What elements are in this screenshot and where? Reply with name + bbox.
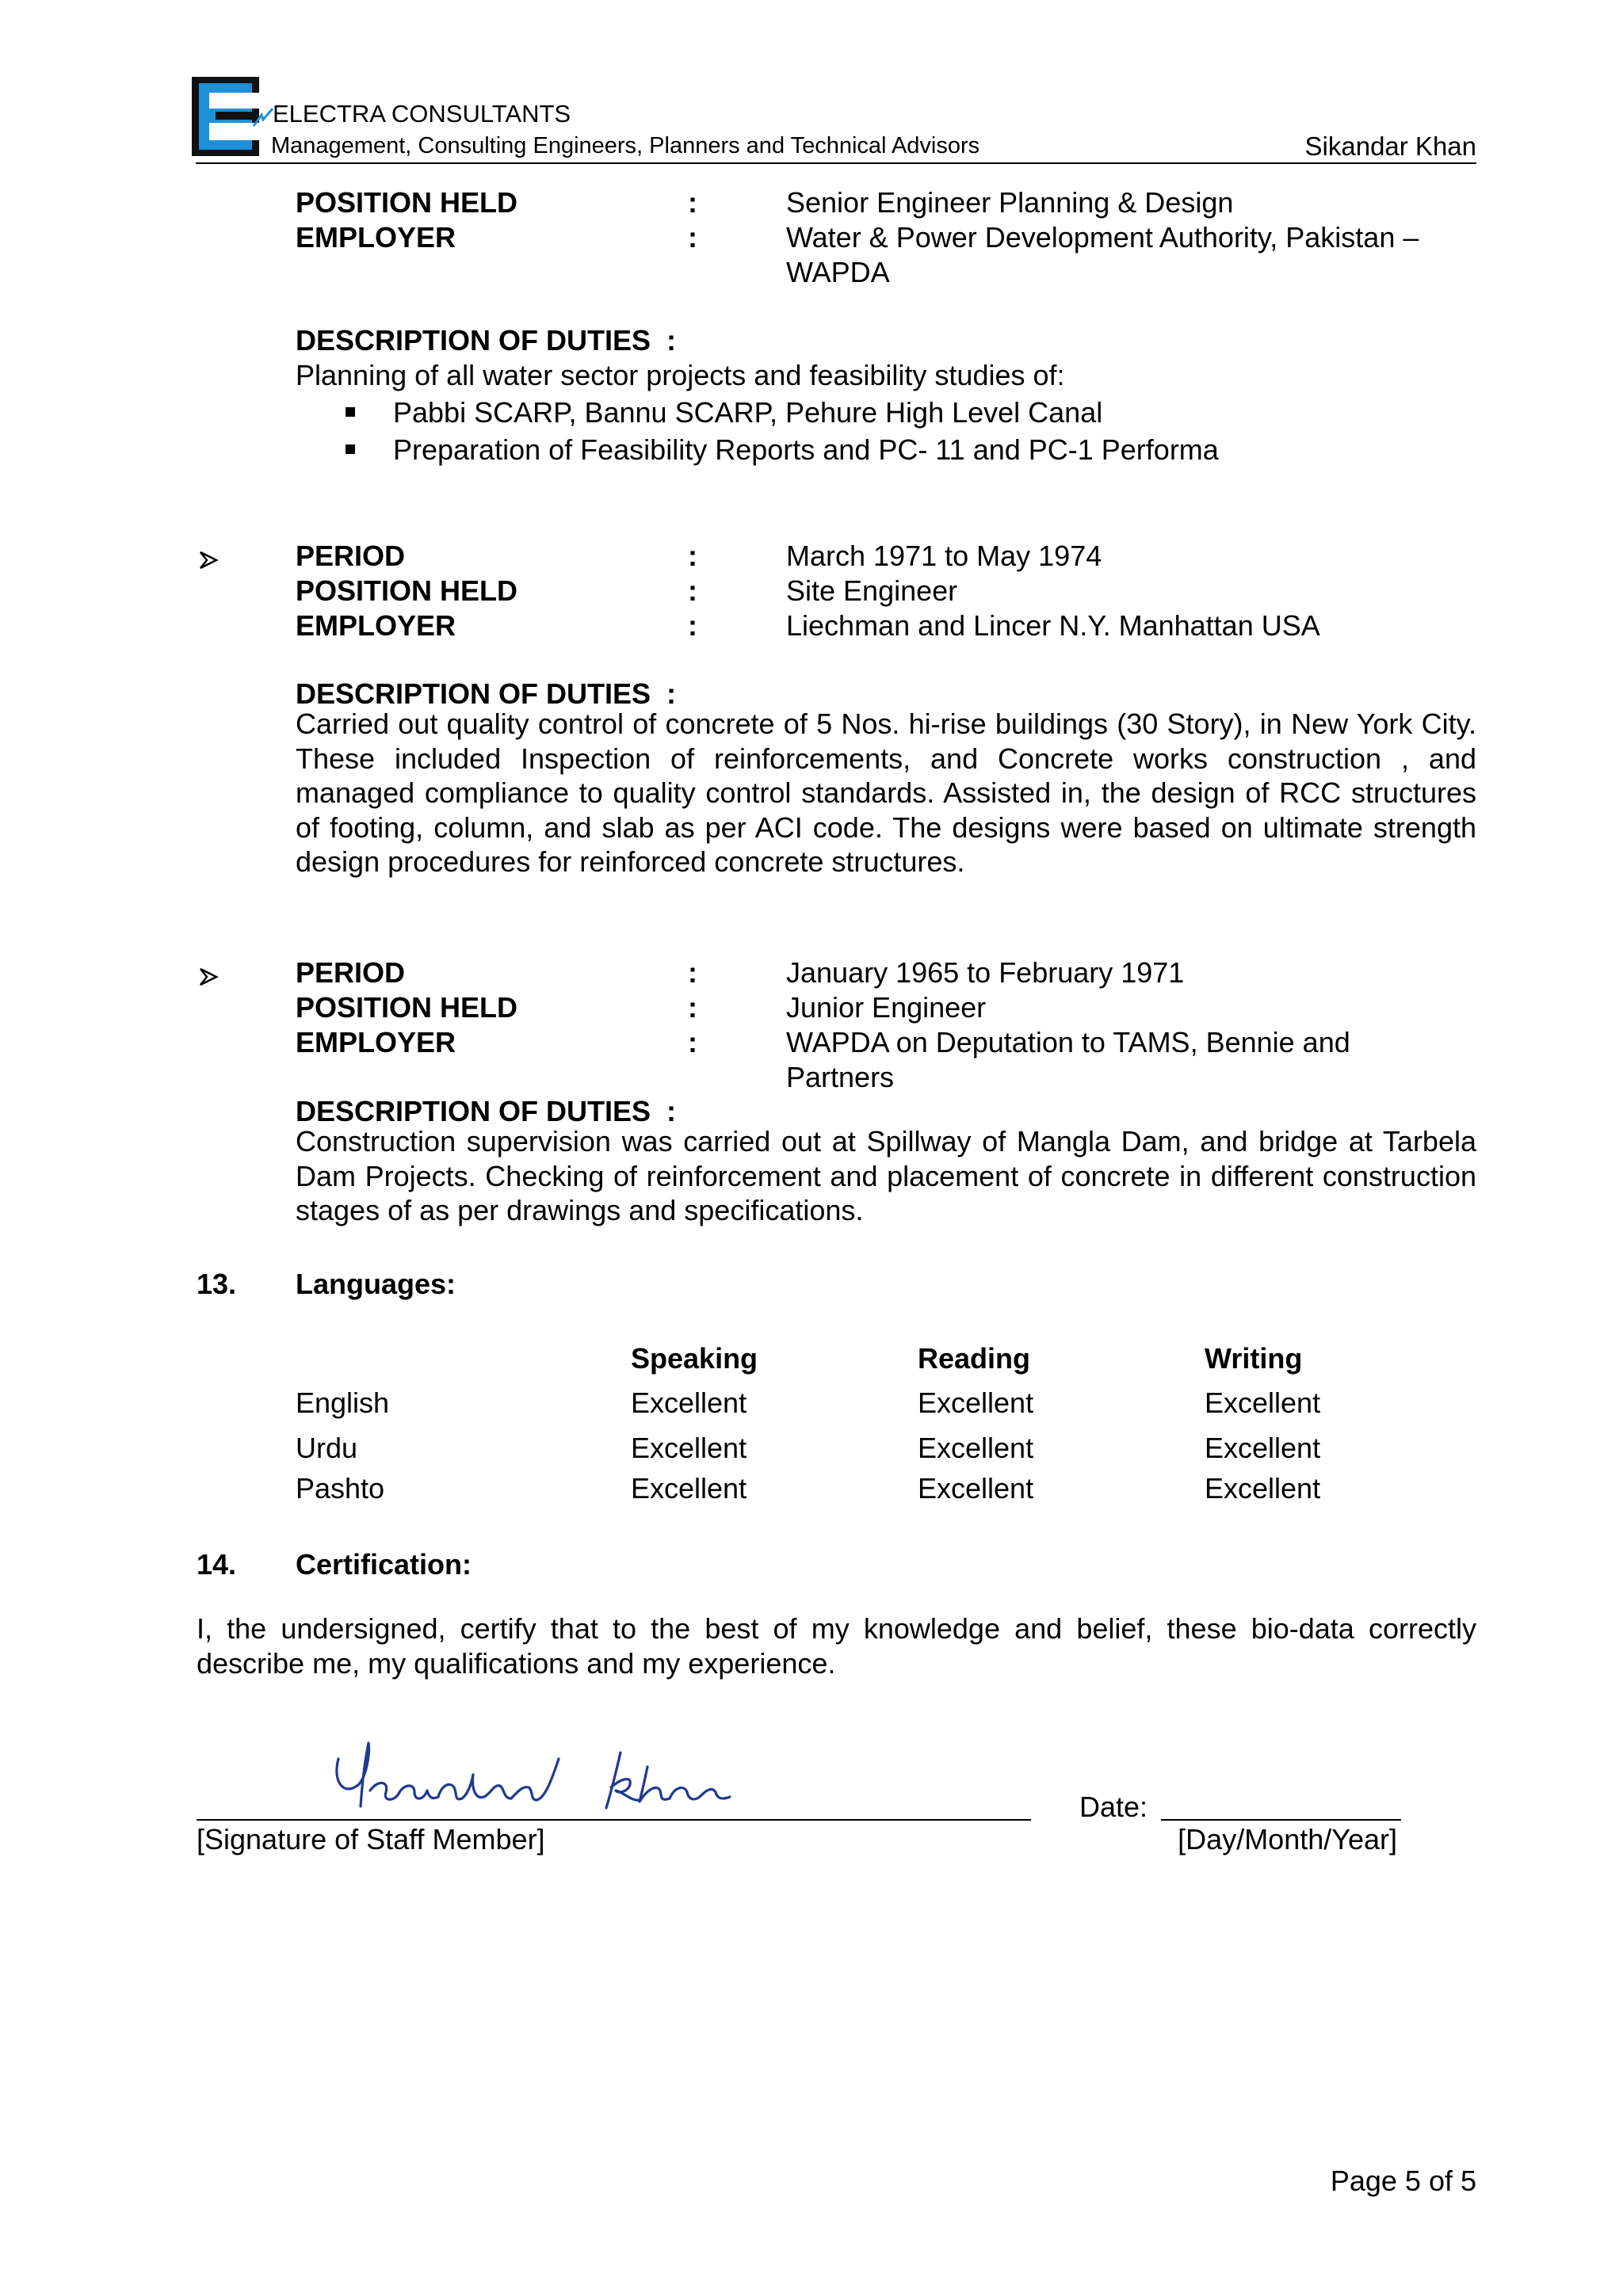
employer-value: Liechman and Lincer N.Y. Manhattan USA	[786, 609, 1320, 642]
language-name: Pashto	[296, 1472, 385, 1505]
column-header-writing: Writing	[1205, 1342, 1303, 1375]
speaking-level: Excellent	[631, 1432, 747, 1464]
employer-value-cont: Partners	[786, 1061, 895, 1093]
column-header-reading: Reading	[918, 1342, 1031, 1375]
date-label: Date:	[1079, 1791, 1148, 1823]
period-label: PERIOD	[296, 956, 406, 989]
certification-text: I, the undersigned, certify that to the best of my knowledge and belief, these bio-data correctly describe me, my qualifications and my experience.	[197, 1612, 1476, 1680]
section-heading: Certification:	[296, 1548, 472, 1581]
position-held-label: POSITION HELD	[296, 186, 518, 219]
duties-label: DESCRIPTION OF DUTIES :	[296, 324, 677, 357]
duties-label: DESCRIPTION OF DUTIES :	[296, 677, 677, 710]
writing-level: Excellent	[1205, 1432, 1321, 1464]
employer-label: EMPLOYER	[296, 609, 456, 642]
signature-caption: [Signature of Staff Member]	[197, 1823, 545, 1855]
date-line	[1161, 1819, 1401, 1821]
signature	[321, 1735, 836, 1822]
reading-level: Excellent	[918, 1432, 1034, 1464]
colon: :	[688, 574, 697, 607]
section-number: 14.	[197, 1548, 237, 1581]
signature-line	[197, 1819, 1031, 1821]
logo-bolt-icon	[252, 101, 274, 122]
section-heading: Languages:	[296, 1268, 456, 1300]
position-held-label: POSITION HELD	[296, 574, 518, 607]
duties-intro: Planning of all water sector projects and feasibility studies of:	[296, 359, 1065, 391]
language-name: Urdu	[296, 1432, 358, 1464]
company-name: ELECTRA CONSULTANTS	[273, 100, 571, 128]
page-number: Page 5 of 5	[1330, 2164, 1476, 2197]
colon: :	[688, 956, 697, 989]
period-label: PERIOD	[296, 540, 406, 572]
arrow-bullet-icon	[198, 544, 219, 578]
header-rule	[196, 162, 1476, 164]
column-header-speaking: Speaking	[631, 1342, 758, 1375]
colon: :	[688, 186, 697, 219]
colon: :	[688, 1026, 697, 1058]
writing-level: Excellent	[1205, 1386, 1321, 1419]
period-value: January 1965 to February 1971	[786, 956, 1185, 989]
employer-value: WAPDA on Deputation to TAMS, Bennie and	[786, 1026, 1350, 1058]
arrow-bullet-icon	[198, 961, 219, 994]
speaking-level: Excellent	[631, 1472, 747, 1505]
writing-level: Excellent	[1205, 1472, 1321, 1505]
company-tagline: Management, Consulting Engineers, Planners and Technical Advisors	[271, 133, 980, 158]
position-held-value: Senior Engineer Planning & Design	[786, 186, 1234, 219]
bullet-square-icon	[346, 407, 355, 417]
reading-level: Excellent	[918, 1386, 1034, 1419]
colon: :	[688, 221, 697, 254]
duties-text: Carried out quality control of concrete of 5 Nos. hi-rise buildings (30 Story), in New York City. These included Inspection of reinforcements, and Concrete works construction , and managed compliance to quality control standards. Assisted in, the design of RCC structures of footing, column, and slab as per ACI code. The designs were based on ultimate strength design procedures for reinforced concrete structures.	[296, 707, 1476, 878]
duties-label: DESCRIPTION OF DUTIES :	[296, 1095, 677, 1127]
bullet-square-icon	[346, 444, 355, 454]
colon: :	[688, 609, 697, 642]
date-caption: [Day/Month/Year]	[1178, 1823, 1397, 1855]
reading-level: Excellent	[918, 1472, 1034, 1505]
employer-value: Water & Power Development Authority, Pakistan –	[786, 221, 1419, 254]
header-person-name: Sikandar Khan	[1304, 132, 1476, 161]
speaking-level: Excellent	[631, 1386, 747, 1419]
employer-value-cont: WAPDA	[786, 256, 890, 288]
section-number: 13.	[197, 1268, 237, 1300]
company-logo	[192, 77, 259, 156]
position-held-value: Site Engineer	[786, 574, 958, 607]
period-value: March 1971 to May 1974	[786, 540, 1102, 572]
list-item: Preparation of Feasibility Reports and PC- 11 and PC-1 Performa	[393, 433, 1219, 466]
position-held-value: Junior Engineer	[786, 991, 987, 1024]
colon: :	[688, 540, 697, 572]
employer-label: EMPLOYER	[296, 221, 456, 254]
employer-label: EMPLOYER	[296, 1026, 456, 1058]
language-name: English	[296, 1386, 390, 1419]
list-item: Pabbi SCARP, Bannu SCARP, Pehure High Level Canal	[393, 396, 1103, 429]
colon: :	[688, 991, 697, 1024]
duties-text: Construction supervision was carried out at Spillway of Mangla Dam, and bridge at Tarbela Dam Projects. Checking of reinforcement and placement of concrete in different construction stages of as per drawings and specifications.	[296, 1125, 1476, 1226]
position-held-label: POSITION HELD	[296, 991, 518, 1024]
